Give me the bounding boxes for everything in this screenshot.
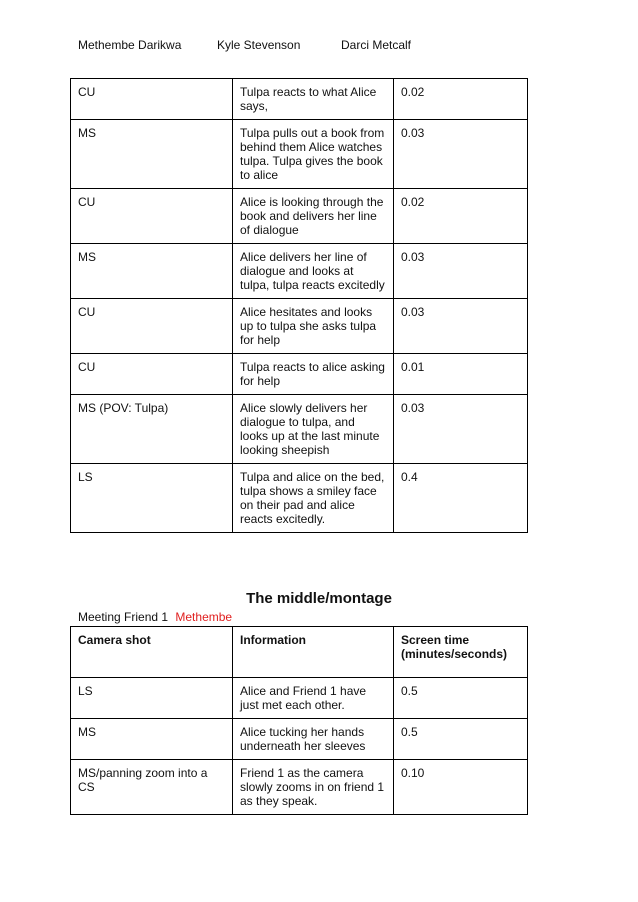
screen-time-cell: 0.10	[394, 760, 528, 815]
camera-shot-cell: MS	[71, 719, 233, 760]
camera-shot-cell: MS (POV: Tulpa)	[71, 395, 233, 464]
information-cell: Tulpa and alice on the bed, tulpa shows a smiley face on their pad and alice reacts excitedly.	[233, 464, 394, 533]
table-row	[71, 354, 528, 395]
information-cell: Alice and Friend 1 have just met each other.	[233, 678, 394, 719]
information-cell: Friend 1 as the camera slowly zooms in on friend 1 as they speak.	[233, 760, 394, 815]
camera-shot-cell: LS	[71, 464, 233, 533]
table-row	[71, 678, 528, 719]
information-cell: Alice slowly delivers her dialogue to tulpa, and looks up at the last minute looking sheepish	[233, 395, 394, 464]
camera-shot-cell: MS/panning zoom into a CS	[71, 760, 233, 815]
scene-author: Methembe	[175, 610, 233, 624]
screen-time-cell: 0.01	[394, 354, 528, 395]
scene-subtitle	[78, 610, 232, 624]
header-camera-shot: Camera shot	[71, 627, 233, 678]
montage-shot-body	[71, 678, 528, 815]
scene-label: Meeting Friend 1	[78, 610, 169, 624]
screen-time-cell: 0.02	[394, 189, 528, 244]
table-row	[71, 464, 528, 533]
camera-shot-cell: CU	[71, 354, 233, 395]
table-row	[71, 299, 528, 354]
table-row	[71, 719, 528, 760]
table-row	[71, 244, 528, 299]
shot-list-body	[71, 79, 528, 533]
table-row	[71, 760, 528, 815]
camera-shot-cell: CU	[71, 189, 233, 244]
table-row	[71, 79, 528, 120]
screen-time-cell: 0.03	[394, 120, 528, 189]
camera-shot-cell: MS	[71, 244, 233, 299]
header-screen-time: Screen time (minutes/seconds)	[394, 627, 528, 678]
information-cell: Alice is looking through the book and delivers her line of dialogue	[233, 189, 394, 244]
camera-shot-cell: CU	[71, 299, 233, 354]
camera-shot-cell: CU	[71, 79, 233, 120]
camera-shot-cell: LS	[71, 678, 233, 719]
information-cell: Alice tucking her hands underneath her sleeves	[233, 719, 394, 760]
information-cell: Tulpa reacts to alice asking for help	[233, 354, 394, 395]
author-name: Kyle Stevenson	[217, 38, 301, 52]
screen-time-cell: 0.4	[394, 464, 528, 533]
montage-shot-table	[70, 626, 528, 815]
author-name: Methembe Darikwa	[78, 38, 182, 52]
screen-time-cell: 0.5	[394, 719, 528, 760]
information-cell: Tulpa pulls out a book from behind them Alice watches tulpa. Tulpa gives the book to alice	[233, 120, 394, 189]
section-heading: The middle/montage	[246, 590, 392, 607]
table-row	[71, 189, 528, 244]
information-cell: Tulpa reacts to what Alice says,	[233, 79, 394, 120]
shot-list-table	[70, 78, 528, 533]
table-row	[71, 120, 528, 189]
screen-time-cell: 0.03	[394, 299, 528, 354]
information-cell: Alice hesitates and looks up to tulpa she asks tulpa for help	[233, 299, 394, 354]
table-row	[71, 395, 528, 464]
information-cell: Alice delivers her line of dialogue and looks at tulpa, tulpa reacts excitedly	[233, 244, 394, 299]
header-information: Information	[233, 627, 394, 678]
camera-shot-cell: MS	[71, 120, 233, 189]
table-header-row	[71, 627, 528, 678]
author-name: Darci Metcalf	[341, 38, 412, 52]
screen-time-cell: 0.03	[394, 244, 528, 299]
screen-time-cell: 0.03	[394, 395, 528, 464]
screen-time-cell: 0.5	[394, 678, 528, 719]
screen-time-cell: 0.02	[394, 79, 528, 120]
